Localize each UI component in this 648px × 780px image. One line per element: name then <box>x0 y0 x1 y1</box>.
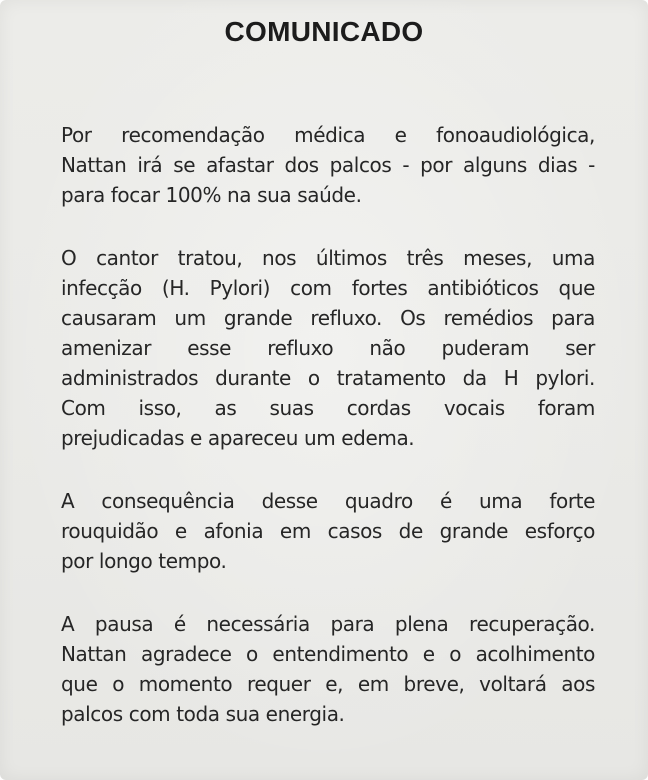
text-line: amenizar esse refluxo não puderam ser <box>61 336 595 360</box>
paragraph-treatment <box>61 243 595 453</box>
page-title: COMUNICADO <box>224 16 424 47</box>
announcement-body <box>61 120 595 762</box>
text-line: Nattan agradece o entendimento e o acolhimento <box>61 642 595 666</box>
text-line: O cantor tratou, nos últimos três meses, uma <box>61 246 595 270</box>
paragraph-recovery <box>61 609 595 729</box>
text-line: por longo tempo. <box>61 549 227 573</box>
text-line: A consequência desse quadro é uma forte <box>61 489 595 513</box>
paragraph-health-leave <box>61 120 595 210</box>
text-line: causaram um grande refluxo. Os remédios para <box>61 306 595 330</box>
text-line: administrados durante o tratamento da H pylori. <box>61 366 595 390</box>
text-line: infecção (H. Pylori) com fortes antibióticos que <box>61 276 595 300</box>
text-line: palcos com toda sua energia. <box>61 702 345 726</box>
paragraph-consequence <box>61 486 595 576</box>
text-line: Por recomendação médica e fonoaudiológica, <box>61 123 595 147</box>
text-line: prejudicadas e apareceu um edema. <box>61 426 415 450</box>
text-line: A pausa é necessária para plena recuperação. <box>61 612 595 636</box>
text-line: rouquidão e afonia em casos de grande esforço <box>61 519 595 543</box>
text-line: que o momento requer e, em breve, voltará aos <box>61 672 595 696</box>
text-line: Nattan irá se afastar dos palcos - por alguns dias - <box>61 153 595 177</box>
text-line: para focar 100% na sua saúde. <box>61 183 362 207</box>
text-line: Com isso, as suas cordas vocais foram <box>61 396 595 420</box>
